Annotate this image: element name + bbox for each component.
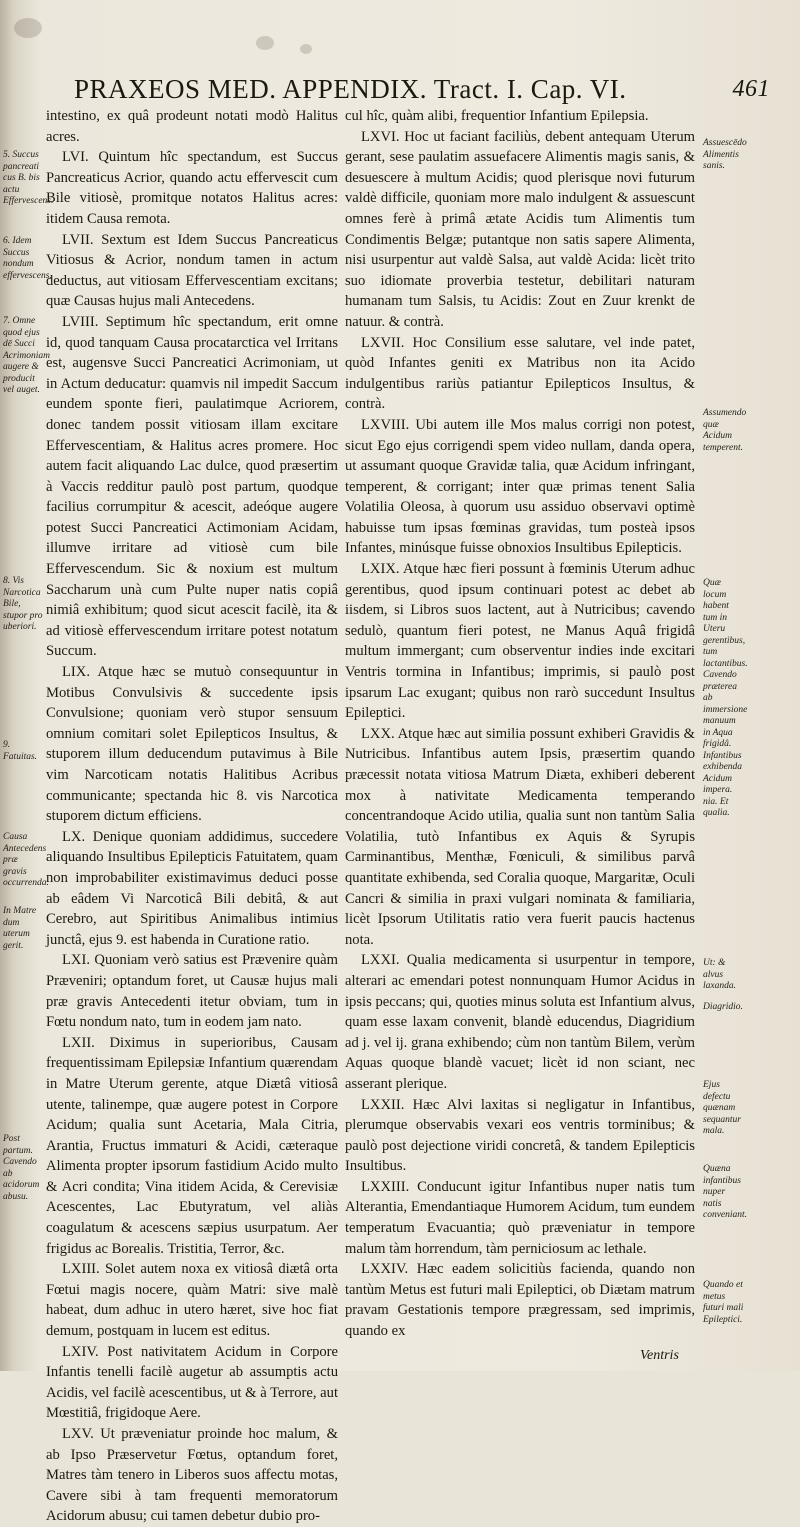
margin-note: Quæ locum habent tum in Uteru gerentibus, tum lactantibus. Cavendo præterea ab immersione manuum in Aqua frigidâ. Infantibus exhibenda Acidum impera. nia. Et qualia. <box>703 578 748 818</box>
paragraph: LXXII. Hæc Alvi laxitas si negligatur in Infantibus, plerumque observabis vexari eos ventris torminibus; & paulò post dejectione viridi concretâ, & tandem Epilepticis Insultibus. <box>345 1096 695 1175</box>
page-number: 461 <box>732 76 770 102</box>
paragraph: LXVI. Hoc ut faciant faciliùs, debent antequam Uterum gerant, sese paulatim assuefacere Alimentis magis sanis, & desuescere à multum Acidis; quod plerisque novi futurum valdè difficile, quoniam more malo indulgent & assuescunt omnes ferè à primâ ætate Acidis tum Alimentis tum Condimentis Belgæ; putantque non satis sapere Alimenta, nisi usurpentur aut valdè Salsa, aut valdè Acida: licèt trito suo idiomate proverbia testetur, debilitari naturam humanam tum Salsis, tu Acidis: Zout en Zuur krenkt de natuur. & contrà. <box>345 128 695 330</box>
margin-note: 8. Vis Narcotica Bile, stupor pro uberiori. <box>3 576 43 632</box>
paragraph: LXVIII. Ubi autem ille Mos malus corrigi non potest, sicut Ego ejus corrigendi spem video nullam, danda opera, ut assumant quoque Gravidæ talia, quæ Acidum infringant, temperent, & corrigant; inter quæ primas tenent Salia Volatilia Oleosa, à quorum usu assiduo observavi optimè habuisse tum ipsas fœminas gravidas, tum posteà ipsos Infantes, minúsque fuisse obnoxios Insultibus Epilepticis. <box>345 416 695 557</box>
paragraph: LVI. Quintum hîc spectandum, est Succus Pancreaticus Acrior, quando actu effervescit cum Bile vitiosè, promitque notatos Halitus acres: itidem Causa remota. <box>46 149 338 227</box>
margin-note: In Matre dum uterum gerit. <box>3 906 37 951</box>
catchword: Ventris <box>640 1348 679 1363</box>
paragraph: LXXI. Qualia medicamenta si usurpentur in tempore, alterari ac emendari potest nonnunquam Humor Acidus in ipsis peccans; qui, quoties minus soluta est Infantium alvus, quam esse laxam convenit, blandè educendus, Diagridium ad j. vel ij. grana exhibendo; cùm non tantùm Bilem, verùm Aquas quoque blandè vacuet; licèt id non sciant, nec asserant plerique. <box>345 952 695 1092</box>
margin-note: Assuescēdo Alimentis sanis. <box>703 138 747 171</box>
paragraph: LXIV. Post nativitatem Acidum in Corpore Infantis tenelli facilè augetur ab assumptis actu Acidis, vel facilè acescentibus, ut & à Terrore, aut Mœstitiâ, frigidoque Aere. <box>46 1343 338 1422</box>
margin-note: Ejus defectu quænam sequantur mala. <box>703 1080 741 1136</box>
paragraph: LX. Denique quoniam addidimus, succedere aliquando Insultibus Epilepticis Fatuitatem, quam non improbabiliter existimavimus deduci posse ab eâdem Vi Narcoticâ Bili debitâ, & aut Cerebro, aut Spiritibus Animalibus intimius junctâ, ejus 9. est habenda in Curatione ratio. <box>46 828 338 948</box>
paragraph: LXIX. Atque hæc fieri possunt à fœminis Uterum adhuc gerentibus, quod ipsum continuari potest ac debet ab iisdem, si Libros suos lactent, aut à Nutricibus; cavendo sedulò, quantum fieri potest, ne Manus Aquâ frigidâ multum immergant; cum observentur indies inde excitari Ventris tormina in Infantibus; imprimis, si paulò post ipsarum Lac exugant; quibus non rarò succedunt Insultus Epileptici. <box>345 561 695 722</box>
margin-note: Ut: & alvus laxanda. <box>703 958 736 991</box>
paragraph: LXX. Atque hæc aut similia possunt exhiberi Gravidis & Nutricibus. Infantibus autem Ipsis, præsertim quando præcessit notata vitiosa Matrum Diæta, exhiberi deberent mox à nativitate Medicamenta temperando concentrandoque Acido utilia, qualia sunt non tantùm Salia Volatilia, tutò Infantibus ex Aquis & Syrupis Carminantibus, Menthæ, Fœniculi, & similibus parvâ quantitate exhibenda, sed Coralia quoque, Margaritæ, Oculi Cancri & similia in praxi vulgari nominata & familiaria, licèt Ipsorum Utilitatis ratio vera fuerit paucis hactenus nota. <box>345 725 695 948</box>
paragraph: LXII. Diximus in superioribus, Causam frequentissimam Epilepsiæ Infantium quærendam in Matre Uterum gerente, atque Diætâ vitiosâ utente, talinempe, quæ augere potest in Corpore Acidum; qualia sunt Acetaria, Mala Citria, Arantia, Fructus immaturi & Acidi, cæteraque Alimenta propter ipsorum fastidium Acido multo & Acri condita; Vina itidem Acida, & Cerevisiæ Acescentes, Lac Ebutyratum, vel aliàs coagulatum & acescens sæpius usurpatum. Aer frigidus ac Borealis. Tristitia, Terror, &c. <box>46 1034 338 1257</box>
ink-stain <box>256 36 274 50</box>
paragraph: LXIII. Solet autem noxa ex vitiosâ diætâ orta Fœtui magis nocere, quàm Matri: sive malè habeat, dum adhuc in utero hæret, sive hoc fiat demum, postquam in lucem est editus. <box>46 1261 338 1340</box>
margin-note: 5. Succus pancreati cus B. bis actu Effervescens. <box>3 150 54 206</box>
paragraph: cul hîc, quàm alibi, frequentior Infantium Epilepsia. <box>345 108 649 124</box>
margin-note: 7. Omne quod ejus dē Succi Acrimoniam augere & producit vel auget. <box>3 316 50 395</box>
paragraph: LXVII. Hoc Consilium esse salutare, vel inde patet, quòd Infantes geniti ex Matribus non ita Acido indulgentibus rariùs patiantur Epilepticos Insultus, & contrà. <box>345 334 695 413</box>
paragraph: LXV. Ut præveniatur proinde hoc malum, & ab Ipso Præservetur Fœtus, optandum foret, Matres tàm tenero in Liberos suos affectu motas, Cavere sibi à tam frequenti memoratorum Acidorum abusu; cui tamen debetur dubio pro- <box>46 1426 338 1525</box>
margin-note: Quæna infantibus nuper natis conveniant. <box>703 1164 748 1220</box>
running-title: PRAXEOS MED. APPENDIX. Tract. I. Cap. VI. <box>74 74 627 104</box>
paragraph: intestino, ex quâ prodeunt notati modò Halitus acres. <box>46 108 338 145</box>
paragraph: LIX. Atque hæc se mutuò consequuntur in Motibus Convulsivis & succedente ipsis Convulsione; quoniam verò stupor sensuum omnium comitari solet Epilepticos Insultus, & stuporem illum deducendum putavimus à Bile vim Narcoticam notatis Halitibus Acribus communicante; spectanda hic 8. vis Narcotica stuporem dictum efficiens. <box>46 664 338 825</box>
margin-note: 9. Fatuitas. <box>3 740 38 762</box>
margin-note: Causa Antecedens præ gravis occurrenda. <box>3 832 49 888</box>
paragraph: LXI. Quoniam verò satius est Prævenire quàm Præveniri; optandum foret, ut Causæ hujus mali præ gravis Antecedenti itetur obviam, tum in Fœtu nondum nato, tum in eodem jam nato. <box>46 952 338 1031</box>
paragraph: LXXIII. Conducunt igitur Infantibus nuper natis tum Alterantia, Emendantiaque Humorem Acidum, tum eundem temperatum Evacuantia; quò præveniatur in tempore malum tàm horrendum, tàm perniciosum ac lethale. <box>345 1178 695 1257</box>
left-column <box>46 106 338 1527</box>
margin-note: Post partum. Cavendo ab acidorum abusu. <box>3 1134 40 1202</box>
margin-note: Assumendo quæ Acidum temperent. <box>703 408 747 453</box>
margin-note: 6. Idem Succus nondum effervescens. <box>3 236 52 281</box>
paragraph: LVIII. Septimum hîc spectandum, erit omne id, quod tanquam Causa procatarctica vel Irritans est, augensve Succi Pancreatici Acrimoniam, ut in Actum deducatur: quamvis nil impedit Saccum eundem sponte fieri, paulatimque Acriorem, donec tandem possit vitiosam illam excitare Effervescentiam, & Halitus acres promere. Hoc autem facit aliquando Lac dulce, quod præsertim à Vaccis redditur paulò post partum, quodque facilius corrumpitur & acescit, adeóque augere potest Succi Pancreatici Actimoniam Acidam, illumve irritare ad vitiosè cum bile Effervescendum. Sic & noxium est multum Saccharum unà cum Pulte nuper natis copiâ nimiâ exhibitum; quod sicut acescit facilè, ita & ad vitiosè effervescendum irritare potest notatum Succum. <box>46 313 338 660</box>
running-header <box>56 74 776 108</box>
paragraph: LXXIV. Hæc eadem solicitiùs facienda, quando non tantùm Metus est futuri mali Epileptici, ob Diætam matrum pravam Gestationis tempore prægressam, sed imprimis, quando ex <box>345 1261 695 1340</box>
ink-stain <box>14 18 42 38</box>
margin-note: Diagridio. <box>703 1002 743 1012</box>
paragraph: LVII. Sextum est Idem Succus Pancreaticus Vitiosus & Acrior, nondum tamen in actum deductus, aut vitiosam Effervescentiam excitans; quæ Causas hujus mali Antecedens. <box>46 231 338 310</box>
margin-note: Quando et metus futuri mali Epileptici. <box>703 1280 744 1325</box>
ink-stain <box>300 44 312 54</box>
right-column <box>345 106 695 1342</box>
